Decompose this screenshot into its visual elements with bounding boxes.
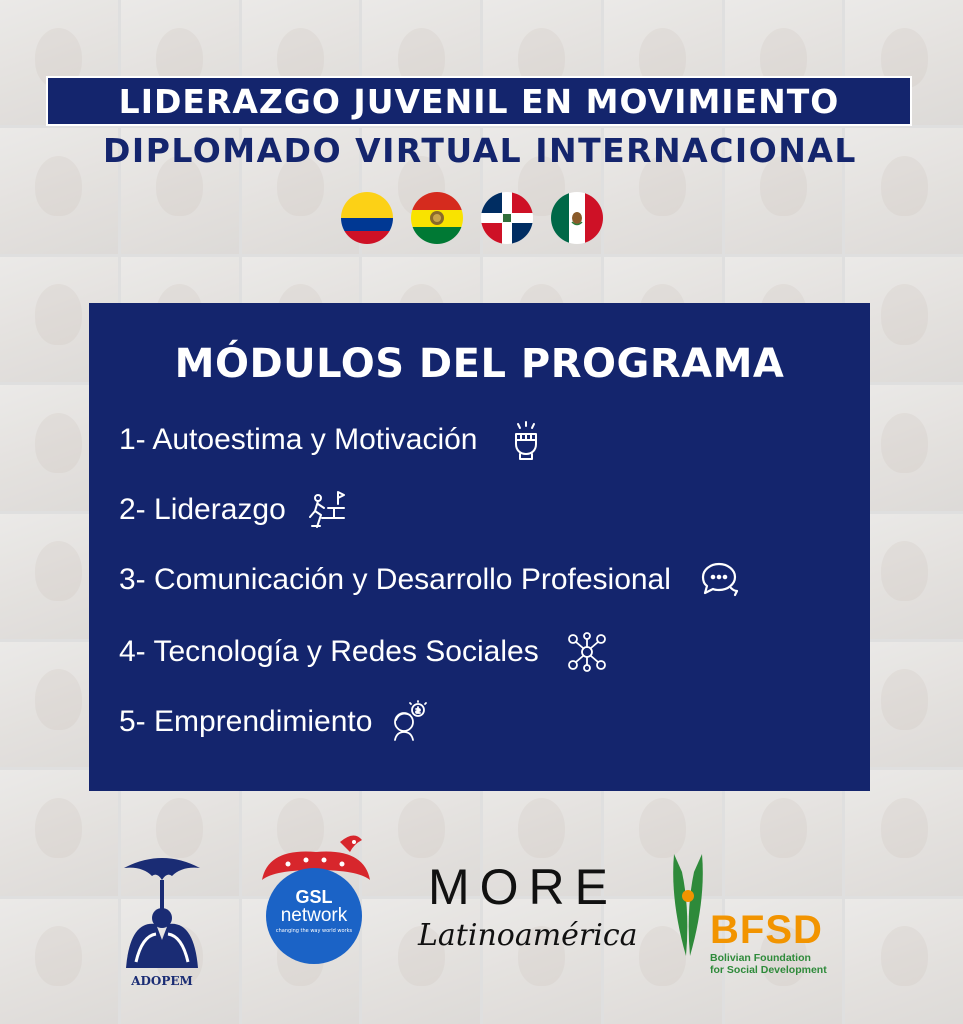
latinoamerica-label: Latinoamérica — [418, 918, 638, 953]
modules-panel — [89, 303, 870, 791]
subtitle: DIPLOMADO VIRTUAL INTERNACIONAL — [103, 131, 857, 170]
module-item-5 — [119, 700, 430, 744]
more-latinoamerica-logo — [418, 830, 638, 970]
main-title: LIDERAZGO JUVENIL EN MOVIMIENTO — [46, 76, 912, 126]
panel-title: MÓDULOS DEL PROGRAMA — [174, 341, 785, 387]
bfsd-logo — [668, 850, 848, 980]
gsl-network-label: network — [280, 905, 348, 926]
climber-flag-icon — [304, 488, 348, 532]
gsl-label: GSL — [295, 887, 333, 907]
mexico-flag-icon — [551, 192, 603, 244]
module-item-4 — [119, 630, 609, 674]
bfsd-sub-line-2: for Social Development — [710, 964, 827, 976]
bfsd-sub-line-1: Bolivian Foundation — [710, 952, 811, 964]
more-label: MORE — [428, 859, 618, 915]
raised-fist-icon — [504, 418, 548, 462]
module-item-3 — [119, 558, 741, 602]
bolivia-flag-icon — [411, 192, 463, 244]
module-label: 4- Tecnología y Redes Sociales — [119, 635, 539, 668]
adopem-label: ADOPEM — [131, 974, 193, 988]
gsl-badge — [266, 868, 362, 964]
idea-person-icon — [386, 700, 430, 744]
gsl-network-logo — [258, 830, 374, 975]
country-flags — [341, 192, 603, 244]
bfsd-label: BFSD — [710, 908, 823, 952]
dominican-republic-flag-icon — [481, 192, 533, 244]
module-label: 3- Comunicación y Desarrollo Profesional — [119, 563, 671, 596]
bfsd-leaf-figure-icon — [668, 850, 708, 960]
module-item-1 — [119, 418, 548, 462]
adopem-logo — [112, 850, 212, 990]
gsl-tagline: changing the way world works — [275, 928, 353, 934]
chat-bubbles-icon — [697, 558, 741, 602]
social-network-icon — [565, 630, 609, 674]
module-label: 5- Emprendimiento — [119, 705, 373, 738]
sponsor-logos — [0, 830, 963, 990]
module-label: 1- Autoestima y Motivación — [119, 423, 478, 456]
colombia-flag-icon — [341, 192, 393, 244]
module-item-2 — [119, 488, 348, 532]
adopem-emblem-icon — [112, 850, 212, 970]
module-label: 2- Liderazgo — [119, 493, 286, 526]
